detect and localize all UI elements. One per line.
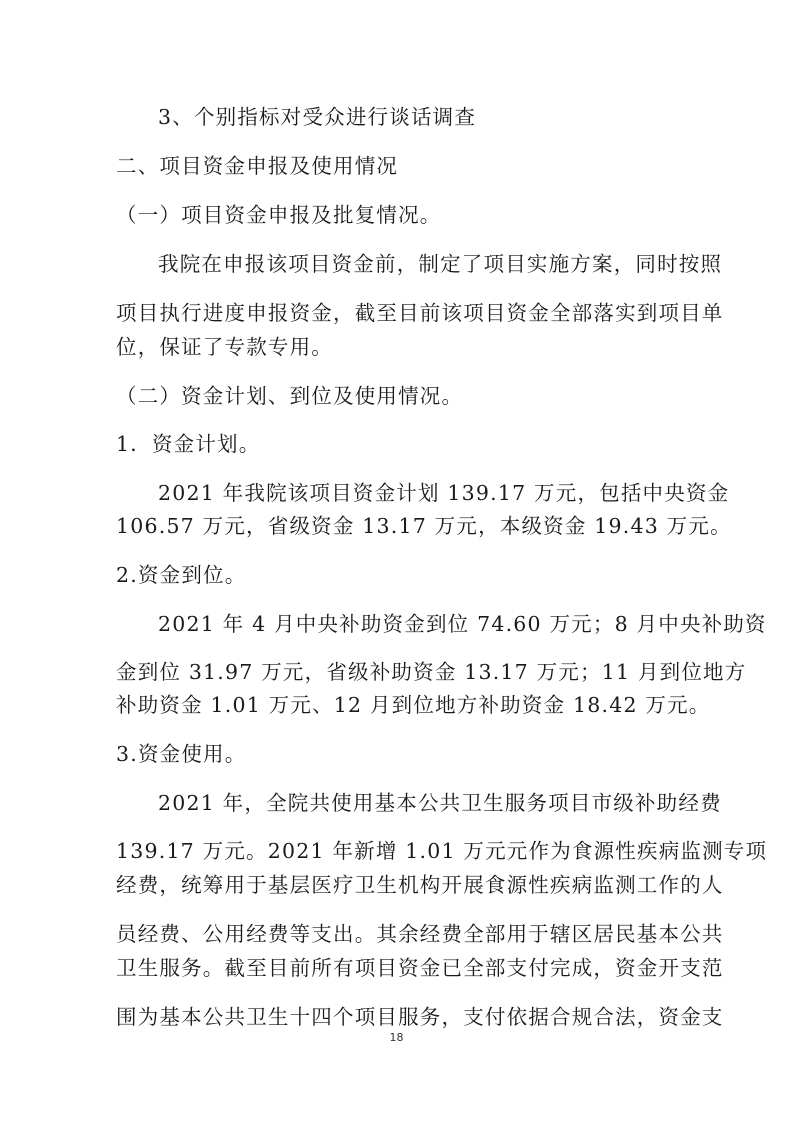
item-heading: 2.资金到位。: [116, 563, 247, 587]
subsection-heading: （一）项目资金申报及批复情况。: [116, 203, 442, 227]
subsection-heading: （二）资金计划、到位及使用情况。: [116, 384, 464, 408]
paragraph-line: 位，保证了专款专用。: [116, 335, 333, 359]
page-number: 18: [389, 1031, 404, 1044]
text-line: 3、个别指标对受众进行谈话调查: [158, 105, 477, 129]
paragraph-line: 139.17 万元。2021 年新增 1.01 万元元作为食源性疾病监测专项: [116, 839, 768, 863]
paragraph-line: 卫生服务。截至目前所有项目资金已全部支付完成，资金开支范: [116, 956, 724, 980]
paragraph-line: 经费，统筹用于基层医疗卫生机构开展食源性疾病监测工作的人: [116, 873, 724, 897]
paragraph-line: 我院在申报该项目资金前，制定了项目实施方案，同时按照: [158, 252, 723, 276]
paragraph-line: 项目执行进度申报资金，截至目前该项目资金全部落实到项目单: [116, 301, 724, 325]
paragraph-line: 补助资金 1.01 万元、12 月到位地方补助资金 18.42 万元。: [116, 693, 711, 717]
paragraph-line: 106.57 万元，省级资金 13.17 万元，本级资金 19.43 万元。: [116, 514, 732, 538]
paragraph-line: 金到位 31.97 万元，省级补助资金 13.17 万元；11 月到位地方: [116, 660, 747, 684]
paragraph-line: 员经费、公用经费等支出。其余经费全部用于辖区居民基本公共: [116, 922, 724, 946]
paragraph-line: 2021 年 4 月中央补助资金到位 74.60 万元；8 月中央补助资: [158, 612, 767, 636]
paragraph-line: 2021 年我院该项目资金计划 139.17 万元，包括中央资金: [158, 481, 730, 505]
item-heading: 3.资金使用。: [116, 742, 247, 766]
paragraph-line: 围为基本公共卫生十四个项目服务，支付依据合规合法，资金支: [116, 1005, 724, 1029]
item-heading: 1．资金计划。: [116, 432, 261, 456]
section-heading: 二、项目资金申报及使用情况: [116, 154, 399, 178]
paragraph-line: 2021 年，全院共使用基本公共卫生服务项目市级补助经费: [158, 791, 722, 815]
